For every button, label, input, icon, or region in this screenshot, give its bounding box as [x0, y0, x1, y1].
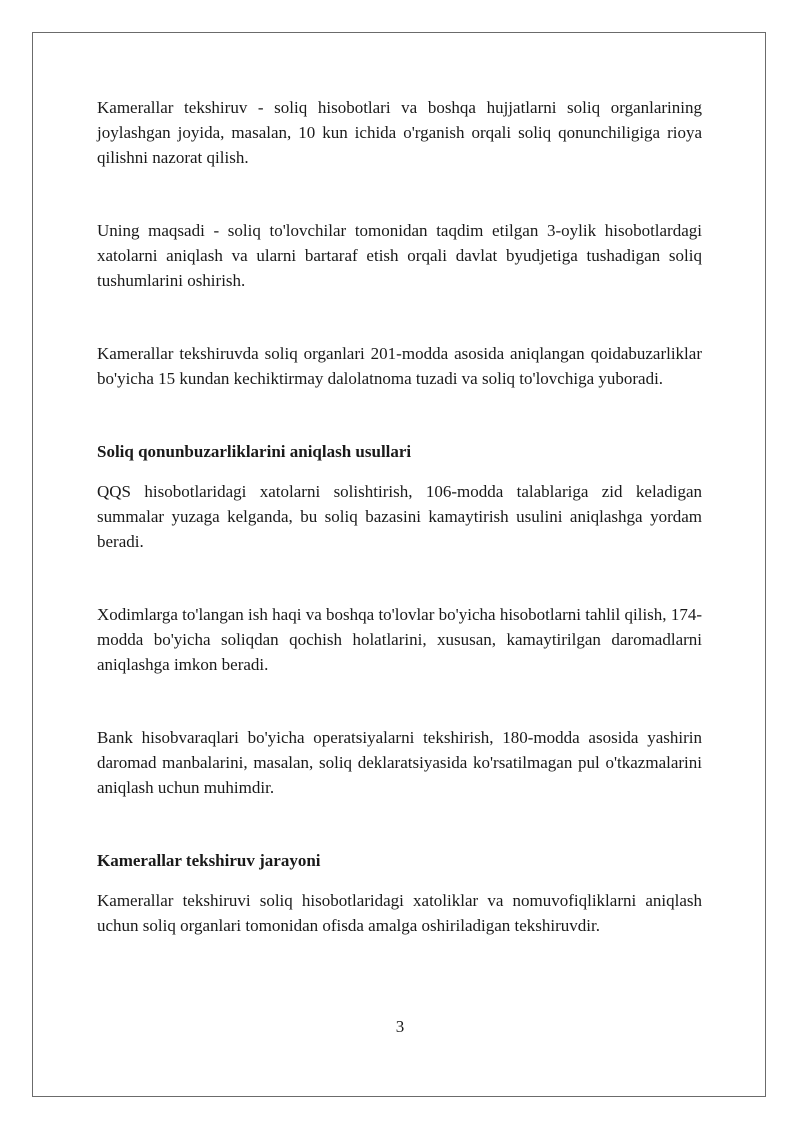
- page-content: [97, 95, 702, 938]
- paragraph-qqs: QQS hisobotlaridagi xatolarni solishtirish, 106-modda talablariga zid keladigan summalar yuzaga kelganda, bu soliq bazasini kamaytirish usulini aniqlashga yordam beradi.: [97, 482, 702, 551]
- paragraph-dalolatnoma: Kamerallar tekshiruvda soliq organlari 201-modda asosida aniqlangan qoidabuzarliklar bo'yicha 15 kundan kechiktirmay dalolatnoma tuzadi va soliq to'lovchiga yuboradi.: [97, 344, 702, 388]
- paragraph-maqsadi: Uning maqsadi - soliq to'lovchilar tomonidan taqdim etilgan 3-oylik hisobotlardagi xatolarni aniqlash va ularni bartaraf etish orqali davlat byudjetiga tushadigan soliq tushumlarini oshirish.: [97, 221, 702, 290]
- section-heading-usullar: Soliq qonunbuzarliklarini aniqlash usullari: [97, 442, 412, 461]
- paragraph-bank: Bank hisobvaraqlari bo'yicha operatsiyalarni tekshirish, 180-modda asosida yashirin daromad manbalarini, masalan, soliq deklaratsiyasida ko'rsatilmagan pul o'tkazmalarini aniqlash uchun muhimdir.: [97, 728, 702, 797]
- page-number: 3: [395, 1017, 405, 1036]
- section-heading-jarayoni: Kamerallar tekshiruv jarayoni: [97, 851, 321, 870]
- paragraph-ish-haqi: Xodimlarga to'langan ish haqi va boshqa to'lovlar bo'yicha hisobotlarni tahlil qilish, 174-modda bo'yicha soliqdan qochish holatlarini, xususan, kamaytirilgan daromadlarni aniqlashga imkon beradi.: [97, 605, 702, 674]
- paragraph-kamerallar-definition: Kamerallar tekshiruv - soliq hisobotlari va boshqa hujjatlarni soliq organlarining joylashgan joyida, masalan, 10 kun ichida o'rganish orqali soliq qonunchiligiga rioya qilishni nazorat qilish.: [97, 98, 702, 167]
- paragraph-tekshiruvi: Kamerallar tekshiruvi soliq hisobotlaridagi xatoliklar va nomuvofiqliklarni aniqlash uchun soliq organlari tomonidan ofisda amalga oshiriladigan tekshiruvdir.: [97, 891, 702, 935]
